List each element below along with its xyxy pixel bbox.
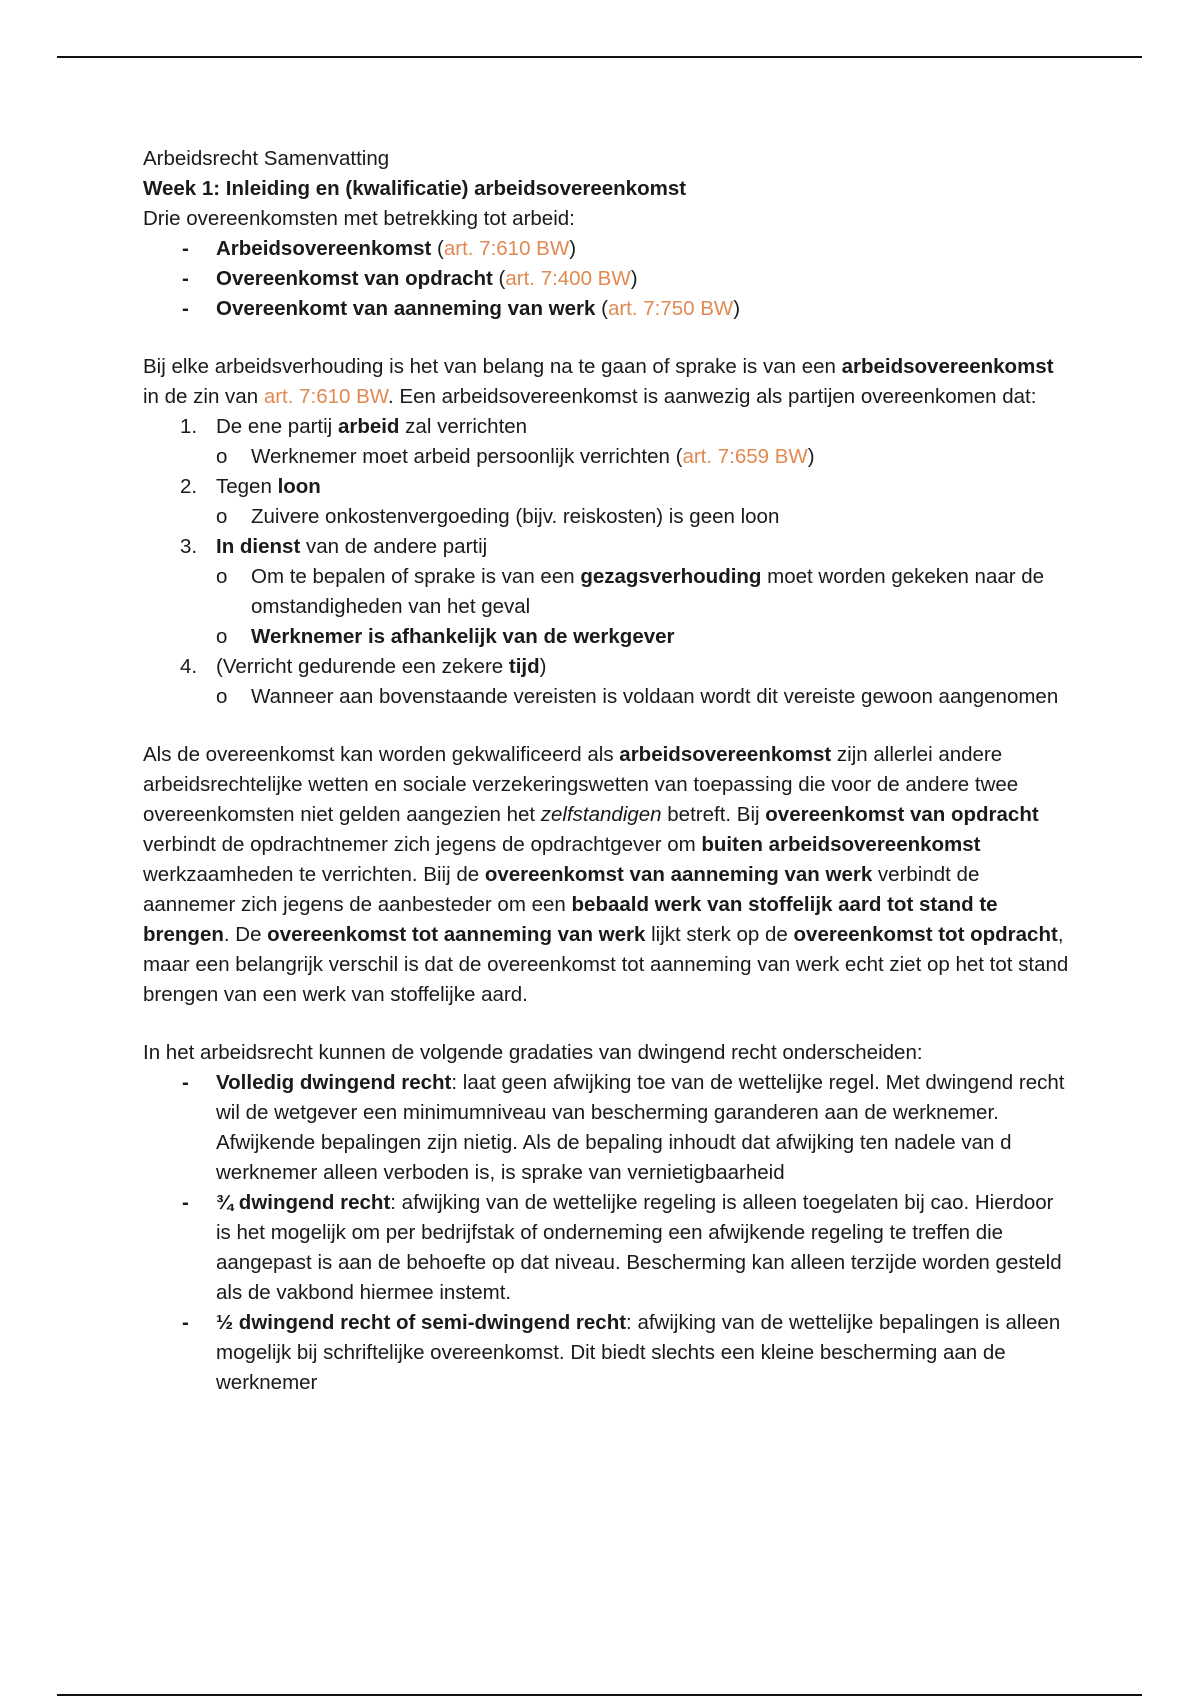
law-reference: art. 7:659 BW (682, 445, 808, 468)
paragraph-qualification: Als de overeenkomst kan worden gekwalificeerd als arbeidsovereenkomst zijn allerlei andere arbeidsrechtelijke wetten en sociale verzekeringswetten van toepassing die voor de andere twee overeenkomsten niet gelden aangezien het zelfstandigen betreft. Bij overeenkomst van opdracht verbindt de opdrachtnemer zich jegens de opdrachtgever om buiten arbeidsovereenkomst werkzaamheden te verrichten. Biij de overeenkomst van aanneming van werk verbindt de aannemer zich jegens de aanbesteder om een bebaald werk van stoffelijk aard tot stand te brengen. De overeenkomst tot aanneming van werk lijkt sterk op de overeenkomst tot opdracht, maar een belangrijk verschil is dat de overeenkomst tot aanneming van werk echt ziet op het tot stand brengen van een werk van stoffelijke aard. (143, 743, 1069, 1006)
document-title: Arbeidsrecht Samenvatting (143, 147, 390, 170)
sub-item: o Zuivere onkostenvergoeding (bijv. reiskosten) is geen loon (216, 502, 1073, 532)
list-item: - Volledig dwingend recht: laat geen afwijking toe van de wettelijke regel. Met dwingend recht wil de wetgever een minimumniveau van bescherming garanderen aan de werknemer. Afwijkende bepalingen zijn nietig. Als de bepaling inhoudt dat afwijking ten nadele van d werknemer alleen verboden is, is sprake van vernietigbaarheid (143, 1068, 1073, 1188)
list-item: - Arbeidsovereenkomst (art. 7:610 BW) (143, 234, 1073, 264)
law-reference: art. 7:610 BW (443, 237, 570, 260)
list-item: 2. Tegen loon o Zuivere onkostenvergoeding (bijv. reiskosten) is geen loon (143, 472, 1073, 532)
law-reference: art. 7:750 BW (607, 297, 734, 320)
list-item: - Overeenkomt van aanneming van werk (art. 7:750 BW) (143, 294, 1073, 324)
week-heading: Week 1: Inleiding en (kwalificatie) arbeidsovereenkomst (143, 177, 687, 200)
sub-item: o Wanneer aan bovenstaande vereisten is voldaan wordt dit vereiste gewoon aangenomen (216, 682, 1073, 712)
elements-list (143, 412, 1073, 712)
gradations-list (143, 1068, 1073, 1398)
document-body (143, 144, 1073, 1398)
sub-item: o Werknemer is afhankelijk van de werkgever (216, 622, 1073, 652)
list-item: 3. In dienst van de andere partij o Om te bepalen of sprake is van een gezagsverhouding moet worden gekeken naar de omstandigheden van het geval o Werknemer is afhankelijk van de werkgever (143, 532, 1073, 652)
list-item: 4. (Verricht gedurende een zekere tijd) o Wanneer aan bovenstaande vereisten is voldaan wordt dit vereiste gewoon aangenomen (143, 652, 1073, 712)
law-reference: art. 7:610 BW (263, 385, 389, 408)
contract-types-list (143, 234, 1073, 324)
paragraph-gradations: In het arbeidsrecht kunnen de volgende gradaties van dwingend recht onderscheiden: (143, 1041, 923, 1064)
list-item: - ¾ dwingend recht: afwijking van de wettelijke regeling is alleen toegelaten bij cao. Hierdoor is het mogelijk om per bedrijfstak of onderneming een afwijkende regeling te treffen die aangepast is aan de behoefte op dat niveau. Bescherming kan alleen terzijde worden gesteld als de vakbond hiermee instemt. (143, 1188, 1073, 1308)
list-item: - Overeenkomst van opdracht (art. 7:400 BW) (143, 264, 1073, 294)
sub-item: o Om te bepalen of sprake is van een gezagsverhouding moet worden gekeken naar de omstandigheden van het geval (216, 562, 1073, 622)
law-reference: art. 7:400 BW (505, 267, 631, 290)
header-rule (57, 56, 1142, 58)
footer-rule (57, 1694, 1142, 1696)
intro-text: Drie overeenkomsten met betrekking tot arbeid: (143, 207, 575, 230)
paragraph-definition: Bij elke arbeidsverhouding is het van belang na te gaan of sprake is van een arbeidsovereenkomst in de zin van art. 7:610 BW. Een arbeidsovereenkomst is aanwezig als partijen overeenkomen dat: (143, 355, 1054, 408)
list-item: - ½ dwingend recht of semi-dwingend recht: afwijking van de wettelijke bepalingen is alleen mogelijk bij schriftelijke overeenkomst. Dit biedt slechts een kleine bescherming aan de werknemer (143, 1308, 1073, 1398)
list-item: 1. De ene partij arbeid zal verrichten o Werknemer moet arbeid persoonlijk verrichten (art. 7:659 BW) (143, 412, 1073, 472)
sub-item: o Werknemer moet arbeid persoonlijk verrichten (art. 7:659 BW) (216, 442, 1073, 472)
